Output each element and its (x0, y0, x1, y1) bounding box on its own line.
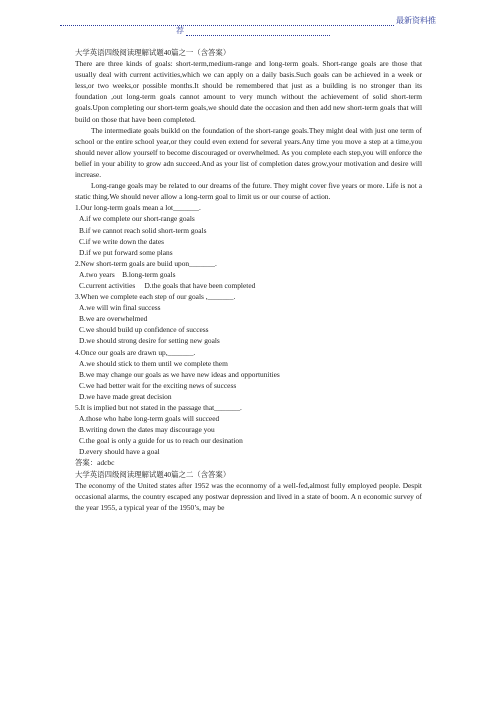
header-line-2 (60, 26, 436, 36)
passage-1-paragraph-2: The intermediate goals buikld on the foundation of the short-range goals.They might deal with just one term of school or the entire school year,or they could even extend for several years.Any time you move a step at a time,you should never allow yourself to become discouraged or overwhelmed. As you complete each step,you will enforce the belief in your ability to grow adn succeed.And as your list of completion dates grow,your motivation and desire will increase. (75, 125, 422, 180)
passage-1-paragraph-3: Long-range goals may be related to our dreams of the future. They might cover five years or more. Life is not a static thing.We should never allow a long-term goal to limit us or our course of action. (75, 181, 422, 202)
question-1: 1.Our long-term goals mean a lot_______. (75, 203, 201, 213)
question-3-option-c: C.we should build up confidence of success (79, 325, 209, 335)
header-right-text[interactable]: 最新资料推 (396, 16, 436, 25)
question-2-options-ab: A.two years B.long-term goals (79, 269, 176, 279)
question-1-option-d: D.if we put forward some plans (79, 247, 173, 257)
header-line-1 (60, 16, 436, 26)
question-4-option-a: A.we should stick to them until we complete them (79, 358, 228, 368)
question-5-option-b: B.writing down the dates may discourage you (79, 425, 215, 435)
answer-key: 答案：adcbc (75, 458, 115, 468)
question-4-option-d: D.we have made great decision (79, 391, 172, 401)
question-1-option-b: B.if we cannot reach solid short-term goals (79, 225, 207, 235)
question-4-option-c: C.we had better wait for the exciting news of success (79, 380, 237, 390)
question-3-option-d: D.we should strong desire for setting new goals (79, 336, 220, 346)
header-dotted-rule-2 (186, 29, 330, 36)
question-5-option-a: A.those who habe long-term goals will succeed (79, 414, 220, 424)
question-1-option-a: A.if we complete our short-range goals (79, 214, 195, 224)
page-header (60, 16, 436, 36)
question-3: 3.When we complete each step of our goals ,_______. (75, 292, 236, 302)
question-5: 5.It is implied but not stated in the passage that_______. (75, 403, 242, 412)
question-1-option-c: C.if we write down the dates (79, 236, 164, 246)
question-3-option-b: B.we are overwhelmed (79, 314, 148, 324)
question-2: 2.New short-term goals are buiid upon_______. (75, 258, 217, 268)
passage-2-title: 大学英语四级阅读理解试题40篇之二（含答案） (75, 469, 231, 479)
question-4-option-b: B.we may change our goals as we have new ideas and opportunities (79, 369, 280, 379)
question-5-option-c: C.the goal is only a guide for us to reach our desination (79, 436, 243, 446)
document-body (75, 47, 422, 513)
header-dotted-rule (60, 19, 394, 26)
passage-1-title: 大学英语四级阅读理解试题40篇之一（含答案） (75, 48, 231, 57)
passage-2-paragraph-1: The economy of the United states after 1952 was the econnomy of a well-fed,almost fully employed people. Despit occasional alarms, the country escaped any postwar depression and lived in a state of boom. A n economic survey of the year 1955, a typical year of the 1950’s, may be (75, 480, 422, 512)
passage-1-paragraph-1: There are three kinds of goals: short-term,medium-range and long-term goals. Short-range goals are those that usually deal with current activities,which we can apply on a daily basis.Such goals can be achieved in a week or less,or two weeks,or possible months.It should be remembered that just as a building is no stronger than its foundation ,out long-term goals cannot amount to very munch without the achievement of solid short-term goals.Upon completing our short-term goals,we should date the occasion and then add new short-term goals that will build on those that have been completed. (75, 59, 422, 124)
header-left-text[interactable]: 荐 (176, 26, 184, 35)
question-3-option-a: A.we will win final success (79, 303, 161, 313)
question-5-option-d: D.every should have a goal (79, 447, 160, 457)
question-4: 4.Once our goals are drawn up,_______. (75, 347, 196, 357)
question-2-options-cd: C.current activities D.the goals that have been completed (79, 280, 256, 290)
